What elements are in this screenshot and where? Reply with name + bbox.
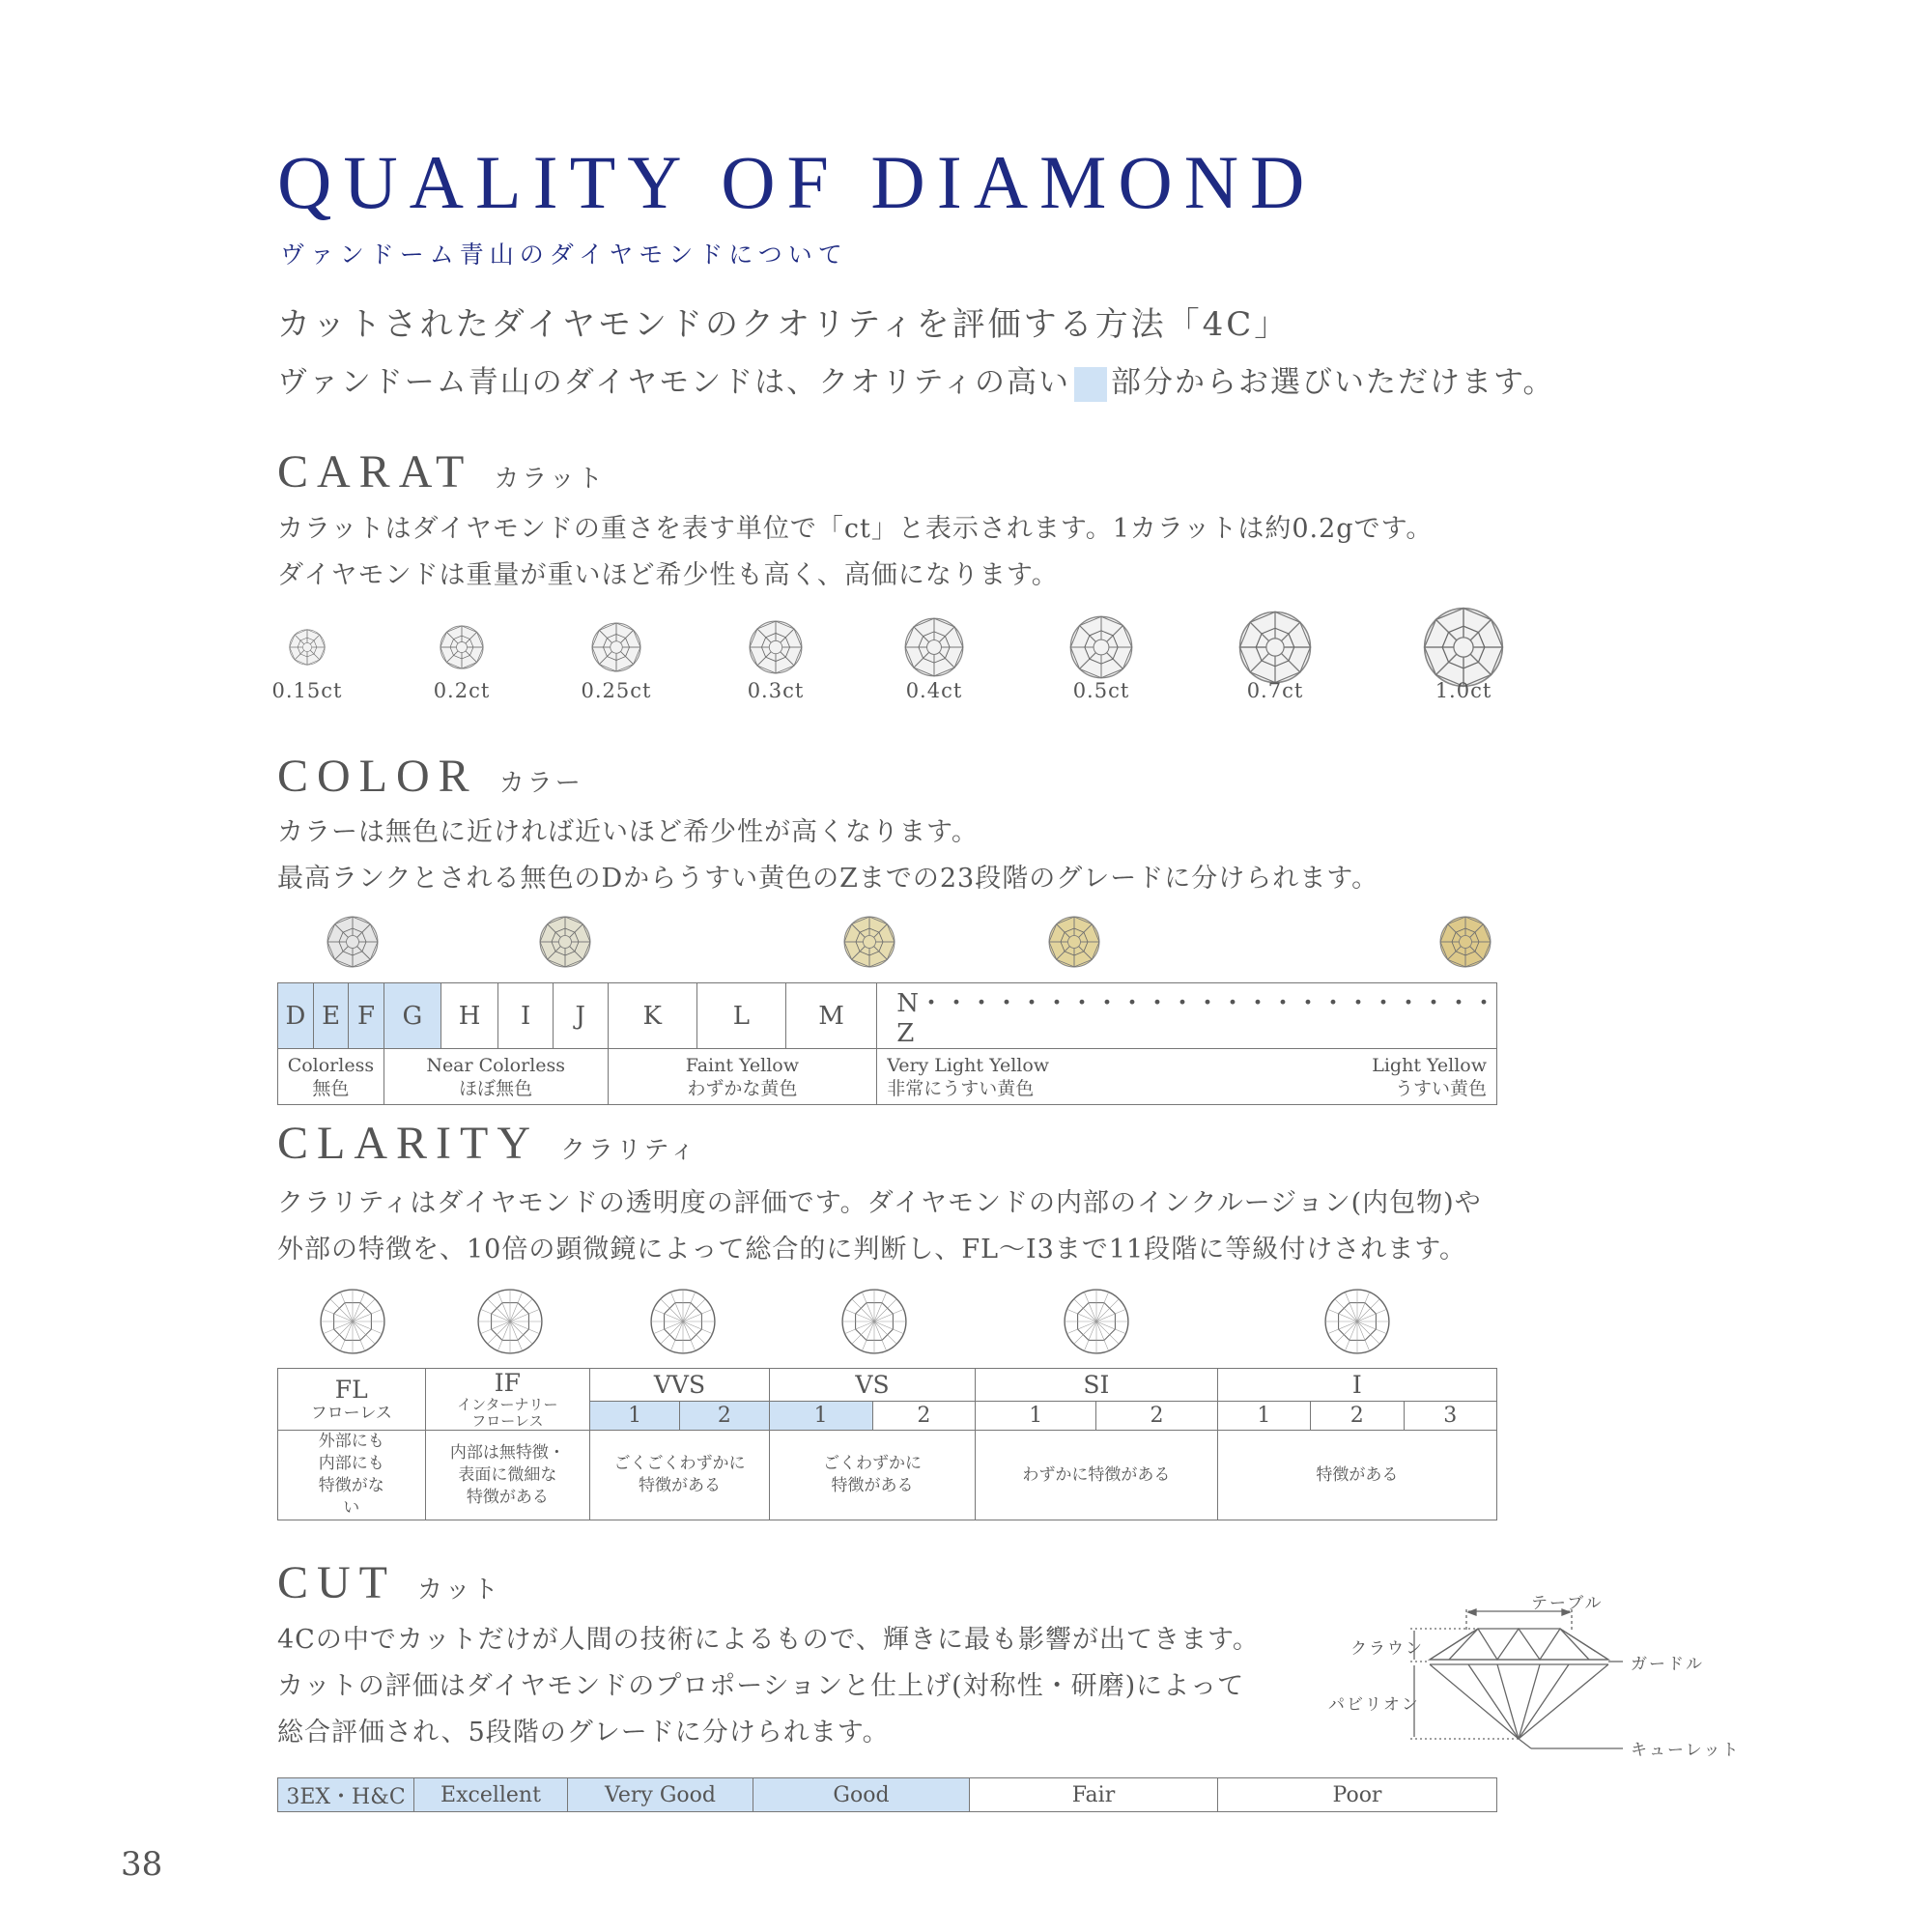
group-very-light-yellow <box>877 1049 1236 1105</box>
cut-poor: Poor <box>1218 1778 1497 1812</box>
clarity-i: I <box>1217 1369 1496 1402</box>
clarity-vs-desc <box>769 1431 975 1520</box>
clarity-desc-row <box>278 1431 1497 1520</box>
cut-heading-jp: カット <box>417 1576 501 1605</box>
color-gem-icon <box>327 916 379 972</box>
clarity-gem-icon <box>476 1288 544 1359</box>
carat-gem-icon <box>904 617 964 681</box>
clarity-if-name: IF <box>494 1369 521 1397</box>
clarity-si: SI <box>976 1369 1217 1402</box>
page-title: QUALITY OF DIAMOND <box>277 140 1317 224</box>
vs-1: 1 <box>769 1402 872 1431</box>
grade-k: K <box>608 983 696 1049</box>
grade-f: F <box>349 983 384 1049</box>
cut-text-1: 4Cの中でカットだけが人間の技術によるもので、輝きに最も影響が出てきます。 <box>277 1625 1260 1655</box>
carat-size-label: 0.25ct <box>581 679 652 702</box>
group-near-colorless <box>384 1049 608 1105</box>
cut-heading <box>277 1557 501 1608</box>
clarity-text-1: クラリティはダイヤモンドの透明度の評価です。ダイヤモンドの内部のインクルージョン(内包物)や <box>277 1188 1482 1218</box>
clarity-vs-desc-text: ごくわずかに 特徴がある <box>823 1454 923 1495</box>
color-grade-table <box>277 982 1497 1105</box>
clarity-si-desc: わずかに特徴がある <box>976 1431 1217 1520</box>
carat-size-label: 0.4ct <box>905 679 963 702</box>
highlight-swatch <box>1074 367 1107 402</box>
grade-m: M <box>785 983 876 1049</box>
clarity-i-desc: 特徴がある <box>1217 1431 1496 1520</box>
grade-e: E <box>313 983 349 1049</box>
cut-text <box>277 1617 1260 1756</box>
cut-grade-table <box>277 1777 1497 1812</box>
lead2-after: 部分からお選びいただけます。 <box>1110 365 1555 400</box>
grade-i: I <box>498 983 554 1049</box>
clarity-gem-icon <box>319 1288 386 1359</box>
color-heading-en: COLOR <box>277 751 478 802</box>
cut-very-good: Very Good <box>568 1778 753 1812</box>
carat-size-label: 0.5ct <box>1072 679 1130 702</box>
si-1: 1 <box>976 1402 1096 1431</box>
diagram-label-table: テーブル <box>1531 1594 1604 1613</box>
color-gem-icon <box>1048 916 1100 972</box>
color-group-row <box>278 1049 1497 1105</box>
cut-heading-en: CUT <box>277 1557 396 1608</box>
group-colorless <box>278 1049 384 1105</box>
clarity-grade-table <box>277 1368 1497 1520</box>
color-heading-jp: カラー <box>498 769 583 798</box>
grade-g: G <box>384 983 440 1049</box>
group-faint-yellow-en: Faint Yellow <box>685 1054 799 1076</box>
clarity-gem-icon <box>649 1288 717 1359</box>
clarity-gem-icon <box>1063 1288 1130 1359</box>
group-light-yellow <box>1236 1049 1497 1105</box>
carat-text-2: ダイヤモンドは重量が重いほど希少性も高く、高価になります。 <box>277 560 1059 590</box>
carat-size-label: 0.2ct <box>433 679 491 702</box>
color-text-2: 最高ランクとされる無色のDからうすい黄色のZまでの23段階のグレードに分けられます。 <box>277 864 1379 894</box>
carat-size-label: 1.0ct <box>1435 679 1492 702</box>
carat-gem-icon <box>1069 615 1133 683</box>
group-colorless-en: Colorless <box>287 1054 375 1076</box>
clarity-text-2: 外部の特徴を、10倍の顕微鏡によって総合的に判断し、FL〜I3まで11段階に等級付けされます。 <box>277 1235 1467 1264</box>
carat-gem-icon <box>440 625 484 673</box>
carat-text-1: カラットはダイヤモンドの重さを表す単位で「ct」と表示されます。1カラットは約0.2gです。 <box>277 514 1434 544</box>
cut-diagram-icon <box>1314 1584 1855 1777</box>
vvs-2: 2 <box>680 1402 770 1431</box>
i-3: 3 <box>1404 1402 1497 1431</box>
carat-gem-icon <box>1238 611 1312 688</box>
clarity-heading-jp: クラリティ <box>559 1136 698 1165</box>
grade-j: J <box>553 983 608 1049</box>
clarity-vvs: VVS <box>590 1369 770 1402</box>
cut-good: Good <box>753 1778 970 1812</box>
carat-heading <box>277 446 606 497</box>
color-gem-icon <box>843 916 895 972</box>
i-1: 1 <box>1217 1402 1310 1431</box>
carat-size-label: 0.15ct <box>271 679 343 702</box>
group-faint-yellow-jp: わずかな黄色 <box>687 1077 798 1099</box>
vs-2: 2 <box>872 1402 976 1431</box>
cut-fair: Fair <box>970 1778 1218 1812</box>
diagram-label-culet: キューレット <box>1631 1741 1741 1760</box>
group-very-light-yellow-en: Very Light Yellow <box>887 1054 1050 1076</box>
color-text <box>277 810 1378 902</box>
group-faint-yellow <box>608 1049 877 1105</box>
clarity-gem-icon <box>840 1288 908 1359</box>
clarity-if-desc <box>425 1431 590 1520</box>
carat-size-label: 0.3ct <box>747 679 805 702</box>
clarity-vvs-desc <box>590 1431 770 1520</box>
group-light-yellow-en: Light Yellow <box>1372 1054 1487 1076</box>
clarity-fl-desc <box>278 1431 426 1520</box>
grade-h: H <box>440 983 498 1049</box>
cut-excellent: Excellent <box>414 1778 568 1812</box>
carat-size-label: 0.7ct <box>1246 679 1304 702</box>
color-text-1: カラーは無色に近ければ近いほど希少性が高くなります。 <box>277 817 979 847</box>
carat-gem-icon <box>289 629 326 669</box>
clarity-vvs-desc-text: ごくごくわずかに 特徴がある <box>613 1454 746 1495</box>
page-number: 38 <box>121 1845 163 1884</box>
color-heading <box>277 753 583 800</box>
group-very-light-yellow-jp: 非常にうすい黄色 <box>887 1077 1035 1099</box>
clarity-if-sub: インターナリー フローレス <box>457 1396 558 1430</box>
carat-heading-jp: カラット <box>494 465 606 494</box>
lead2-before: ヴァンドーム青山のダイヤモンドは、クオリティの高い <box>277 365 1070 400</box>
lead-text: カットされたダイヤモンドのクオリティを評価する方法「4C」 <box>277 305 1291 344</box>
carat-gem-icon <box>591 622 641 676</box>
cut-grade-row <box>278 1778 1497 1812</box>
carat-gem-icon <box>749 620 803 678</box>
cut-3ex: 3EX・H&C <box>278 1778 414 1812</box>
clarity-heading-en: CLARITY <box>277 1118 539 1169</box>
group-near-colorless-en: Near Colorless <box>426 1054 566 1076</box>
diagram-label-crown: クラウン <box>1350 1639 1424 1659</box>
color-gem-icon <box>539 916 591 972</box>
group-colorless-jp: 無色 <box>312 1077 350 1099</box>
group-light-yellow-jp: うすい黄色 <box>1394 1077 1487 1099</box>
clarity-fl-desc-text: 外部にも 内部にも 特徴がない <box>318 1432 384 1518</box>
diagram-label-pavilion: パビリオン <box>1328 1695 1420 1715</box>
clarity-grade-row <box>278 1369 1497 1402</box>
clarity-if-desc-text: 内部は無特徴・ 表面に微細な 特徴がある <box>449 1442 565 1507</box>
clarity-fl <box>278 1369 426 1431</box>
page-subtitle: ヴァンドーム青山のダイヤモンドについて <box>280 241 848 269</box>
group-near-colorless-jp: ほぼ無色 <box>459 1077 533 1099</box>
clarity-text <box>277 1180 1482 1273</box>
grade-n-z: N・・・・・・・・・・・・・・・・・・・・・・・Z <box>877 983 1497 1049</box>
si-2: 2 <box>1096 1402 1217 1431</box>
clarity-if <box>425 1369 590 1431</box>
i-2: 2 <box>1311 1402 1404 1431</box>
vvs-1: 1 <box>590 1402 680 1431</box>
clarity-heading <box>277 1118 698 1169</box>
lead-text-2 <box>277 357 1555 402</box>
grade-d: D <box>278 983 314 1049</box>
clarity-gem-icon <box>1323 1288 1391 1359</box>
carat-heading-en: CARAT <box>277 446 473 497</box>
grade-l: L <box>696 983 785 1049</box>
color-gem-icon <box>1439 916 1492 972</box>
clarity-fl-sub: フローレス <box>310 1404 392 1423</box>
clarity-fl-name: FL <box>334 1376 368 1404</box>
carat-text <box>277 506 1433 599</box>
cut-text-2: カットの評価はダイヤモンドのプロポーションと仕上げ(対称性・研磨)によって <box>277 1671 1245 1701</box>
cut-text-3: 総合評価され、5段階のグレードに分けられます。 <box>277 1718 890 1747</box>
clarity-vs: VS <box>769 1369 975 1402</box>
color-grade-row <box>278 983 1497 1049</box>
diagram-label-girdle: ガードル <box>1631 1655 1704 1674</box>
